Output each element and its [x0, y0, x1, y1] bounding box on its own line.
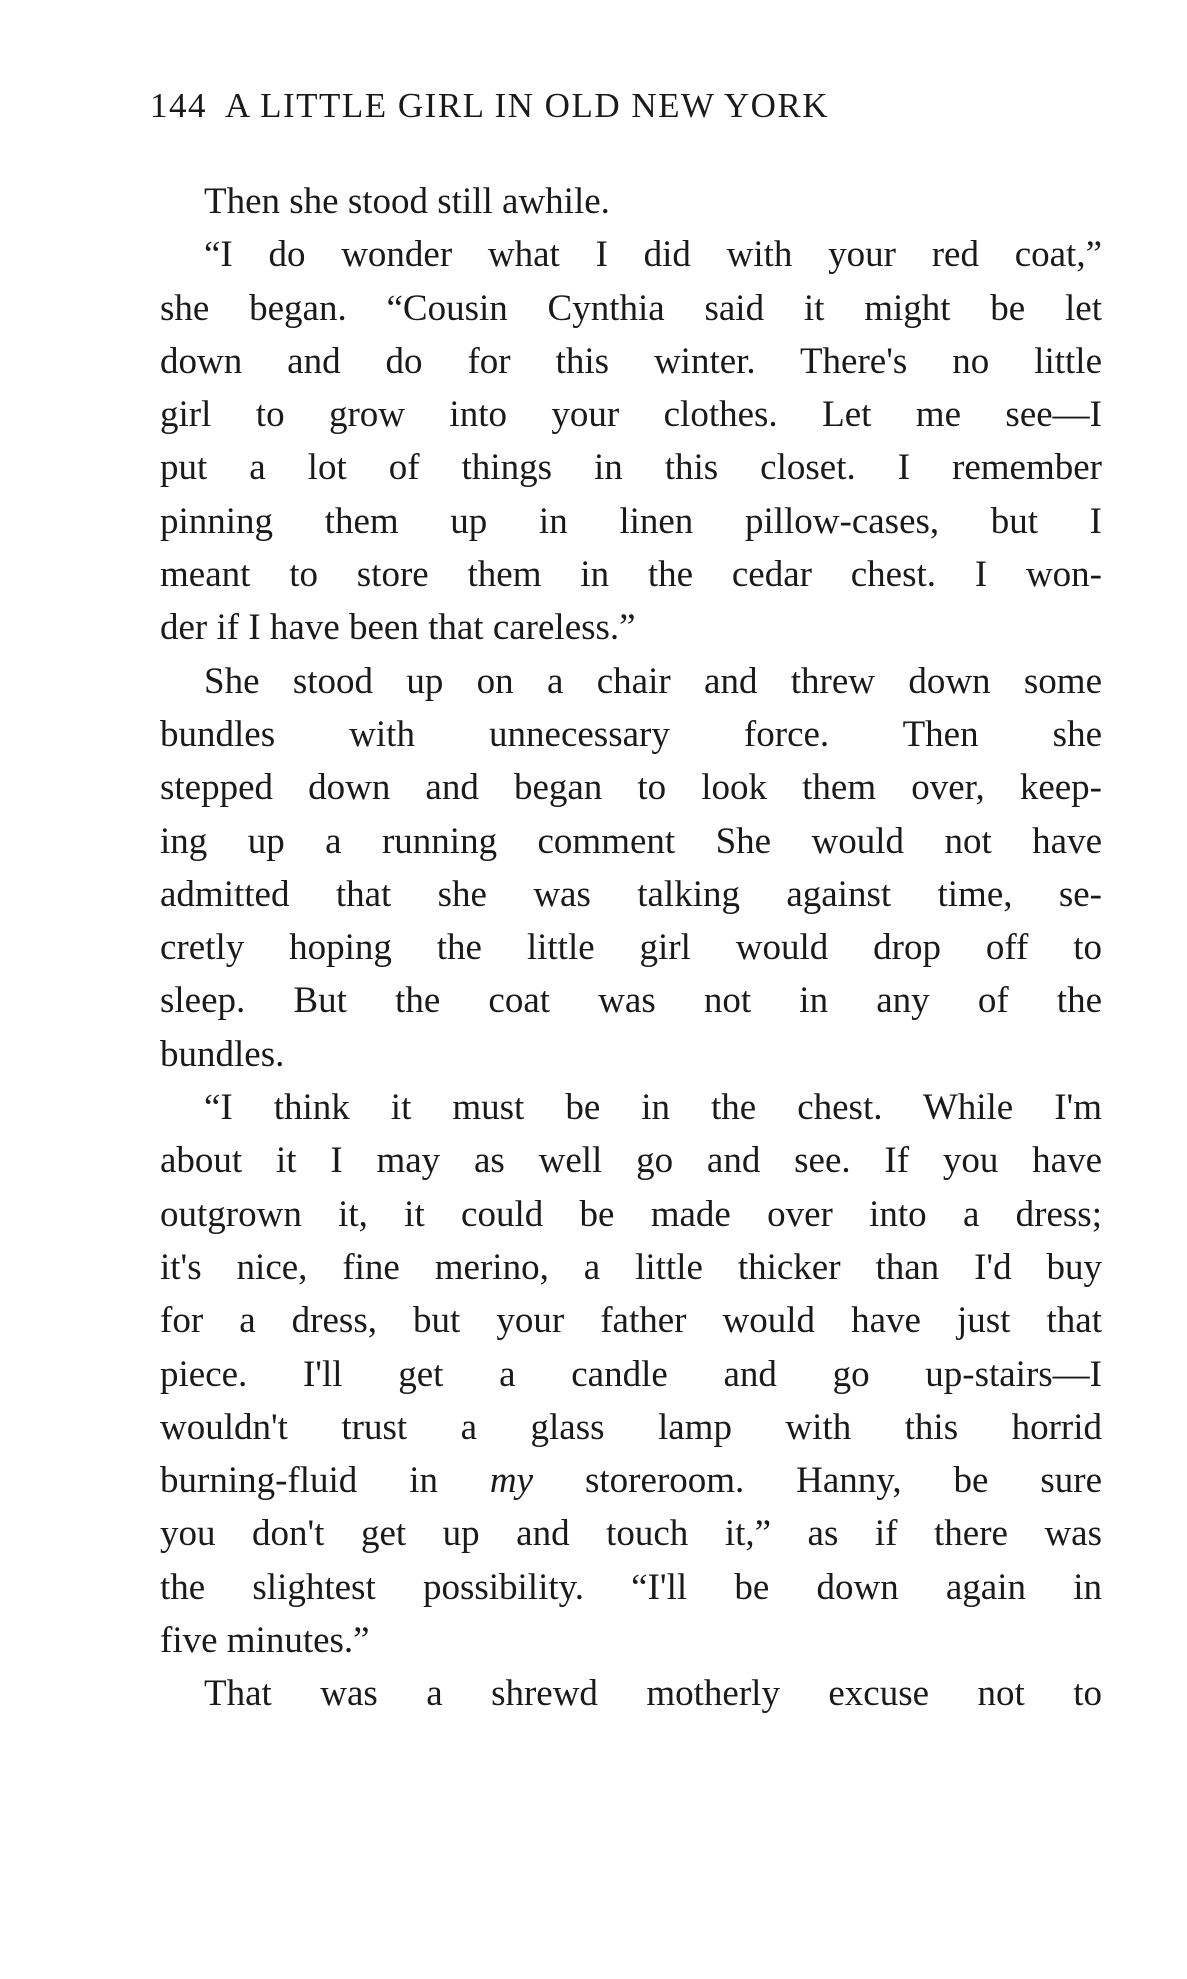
- text-line: der if I have been that careless.”: [160, 607, 636, 649]
- text-line-with-italic: [160, 1454, 1102, 1507]
- text-line: girl to grow into your clothes. Let me see—I: [160, 394, 1102, 436]
- text-line: meant to store them in the cedar chest. I won-: [160, 554, 1102, 596]
- text-segment: storeroom. Hanny, be sure: [533, 1460, 1102, 1502]
- text-line: stepped down and began to look them over, keep-: [160, 767, 1102, 809]
- text-line: “I think it must be in the chest. While I'm: [204, 1087, 1102, 1129]
- text-line: Then she stood still awhile.: [204, 181, 610, 222]
- text-line: she began. “Cousin Cynthia said it might be let: [160, 287, 1102, 329]
- text-line: She stood up on a chair and threw down some: [204, 660, 1102, 702]
- text-line: sleep. But the coat was not in any of the: [160, 980, 1102, 1022]
- text-line: the slightest possibility. “I'll be down again in: [160, 1566, 1102, 1608]
- text-line: you don't get up and touch it,” as if there was: [160, 1513, 1102, 1555]
- text-line: admitted that she was talking against time, se-: [160, 873, 1102, 915]
- running-head: [150, 86, 1030, 136]
- text-line: That was a shrewd motherly excuse not to: [204, 1673, 1102, 1715]
- text-line: piece. I'll get a candle and go up-stairs—I: [160, 1353, 1102, 1395]
- text-line: pinning them up in linen pillow-cases, but I: [160, 500, 1102, 542]
- text-line: “I do wonder what I did with your red coat,”: [204, 234, 1102, 276]
- text-line: ing up a running comment She would not have: [160, 820, 1102, 862]
- text-line: bundles with unnecessary force. Then she: [160, 713, 1102, 755]
- running-title: A LITTLE GIRL IN OLD NEW YORK: [225, 86, 830, 125]
- text-line: outgrown it, it could be made over into a dress;: [160, 1193, 1102, 1235]
- text-line: down and do for this winter. There's no little: [160, 340, 1102, 382]
- text-line: put a lot of things in this closet. I remember: [160, 447, 1102, 489]
- text-line: wouldn't trust a glass lamp with this horrid: [160, 1406, 1102, 1448]
- text-line: bundles.: [160, 1033, 285, 1075]
- text-segment: burning-fluid in: [160, 1460, 490, 1502]
- text-line: it's nice, fine merino, a little thicker than I'd buy: [160, 1246, 1102, 1288]
- italic-emphasis: my: [489, 1460, 534, 1502]
- body-text: [160, 175, 1102, 1721]
- text-line: cretly hoping the little girl would drop off to: [160, 927, 1102, 969]
- text-line: five minutes.”: [160, 1620, 370, 1662]
- text-line: for a dress, but your father would have just that: [160, 1300, 1102, 1342]
- text-line: about it I may as well go and see. If you have: [160, 1140, 1102, 1182]
- page-number: 144: [150, 86, 207, 125]
